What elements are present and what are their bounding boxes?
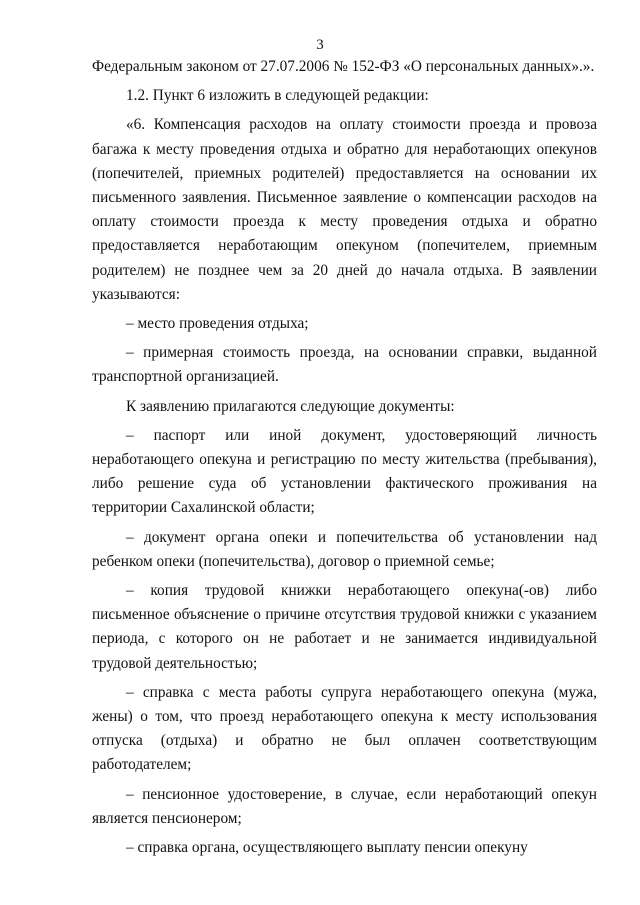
list-item-work-record-copy: – копия трудовой книжки неработающего опекуна(-ов) либо письменное объяснение о причине отсутствия трудовой книжки с указанием периода, с которого он не работает и не занимается индивидуальной трудовой деятельностью; bbox=[92, 582, 597, 672]
list-item-passport: – паспорт или иной документ, удостоверяющий личность неработающего опекуна и регистрацию по месту жительства (пребывания), либо решение суда об установлении фактического проживания на территории Сахалинской области; bbox=[92, 426, 597, 517]
list-item-travel-cost: – примерная стоимость проезда, на основании справки, выданной транспортной организацией. bbox=[92, 344, 597, 386]
document-body bbox=[92, 55, 597, 860]
list-item-pension-authority-certificate: – справка органа, осуществляющего выплату пенсии опекуну bbox=[126, 839, 528, 857]
page-number: 3 bbox=[316, 37, 324, 53]
paragraph-item-1-2: 1.2. Пункт 6 изложить в следующей редакции: bbox=[126, 87, 429, 105]
paragraph-item-6: «6. Компенсация расходов на оплату стоимости проезда и провоза багажа к месту проведения отдыха и обратно для неработающих опекунов (попечителей, приемных родителей) предоставляется на основании их письменного заявления. Письменное заявление о компенсации расходов на оплату стоимости проезда к месту проведения отдыха и обратно предоставляется неработающим опекуном (попечителем, приемным родителем) не позднее чем за 20 дней до начала отдыха. В заявлении указываются: bbox=[92, 116, 597, 303]
list-item-guardianship-document: – документ органа опеки и попечительства об установлении над ребенком опеки (попечительства), договор о приемной семье; bbox=[92, 528, 597, 570]
list-item-spouse-certificate: – справка с места работы супруга неработающего опекуна (мужа, жены) о том, что проезд неработающего опекуна к месту использования отпуска (отдыха) и обратно не был оплачен соответствующим работодателем; bbox=[92, 683, 597, 774]
list-item-pension-certificate: – пенсионное удостоверение, в случае, если неработающий опекун является пенсионером; bbox=[92, 785, 597, 827]
paragraph-law-reference: Федеральным законом от 27.07.2006 № 152-ФЗ «О персональных данных».». bbox=[92, 58, 595, 75]
paragraph-documents-intro: К заявлению прилагаются следующие документы: bbox=[126, 397, 455, 415]
list-item-rest-place: – место проведения отдыха; bbox=[126, 315, 309, 333]
